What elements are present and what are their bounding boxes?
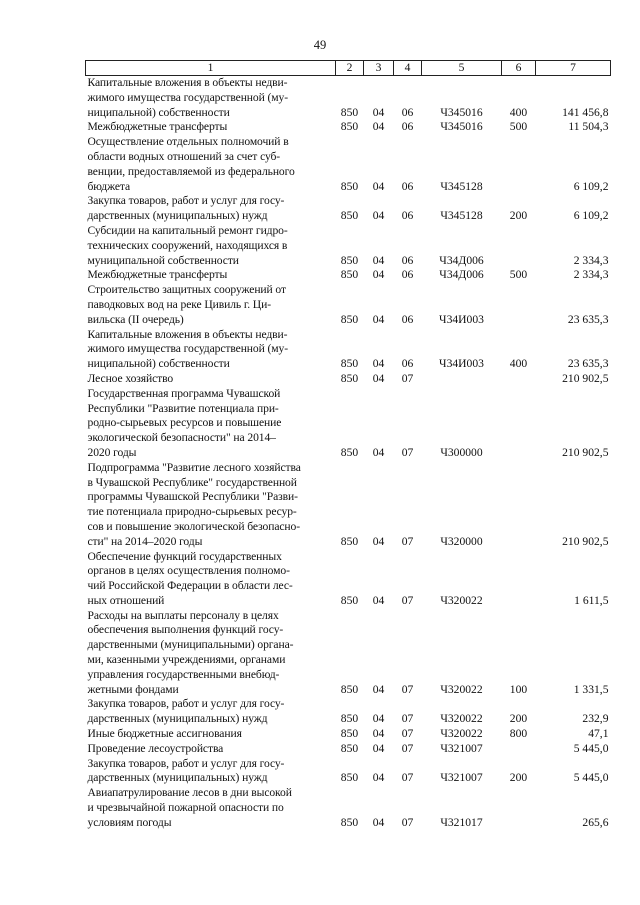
cell-name bbox=[86, 194, 336, 224]
cell-ministry: 850 bbox=[340, 253, 359, 267]
cell-target: Ч300000 bbox=[440, 445, 483, 459]
cell-name-line: ных отношений bbox=[87, 593, 165, 607]
cell-amount: 23 635,3 bbox=[567, 312, 609, 326]
cell-name-line: сов и повышение экологической безопасно- bbox=[87, 519, 300, 533]
cell-target: Ч320022 bbox=[440, 727, 483, 741]
cell-subsection: 06 bbox=[401, 253, 414, 267]
cell-kind: 400 bbox=[509, 357, 528, 371]
table-row bbox=[86, 194, 611, 224]
cell-target: Ч321007 bbox=[440, 771, 483, 785]
cell-ministry: 850 bbox=[340, 371, 359, 385]
cell-name-line: в Чувашской Республике" государственной bbox=[87, 475, 297, 489]
table-header-row bbox=[86, 61, 611, 76]
cell-amount: 5 445,0 bbox=[573, 771, 609, 785]
cell-name bbox=[86, 135, 336, 194]
table-row bbox=[86, 76, 611, 121]
cell-name-line: Межбюджетные трансферты bbox=[87, 268, 228, 282]
table-row bbox=[86, 135, 611, 194]
cell-name-line: Республики "Развитие потенциала при- bbox=[87, 401, 279, 415]
cell-ministry: 850 bbox=[340, 312, 359, 326]
cell-section: 04 bbox=[372, 682, 385, 696]
cell-name-line: экологической безопасности" на 2014– bbox=[87, 431, 276, 445]
cell-ministry: 850 bbox=[340, 105, 359, 119]
cell-target: Ч320022 bbox=[440, 682, 483, 696]
cell-name bbox=[86, 697, 336, 727]
cell-subsection: 07 bbox=[401, 727, 414, 741]
cell-name-line: сти" на 2014–2020 годы bbox=[87, 534, 203, 548]
cell-name-line: жимого имущества государственной (му- bbox=[87, 342, 288, 356]
cell-ministry: 850 bbox=[340, 771, 359, 785]
cell-amount: 23 635,3 bbox=[567, 357, 609, 371]
cell-target: Ч320022 bbox=[440, 712, 483, 726]
cell-target: Ч34И003 bbox=[439, 357, 484, 371]
cell-name-line: органов в целях осуществления полномо- bbox=[87, 564, 290, 578]
cell-section: 04 bbox=[372, 445, 385, 459]
table-row bbox=[86, 268, 611, 283]
cell-amount: 1 331,5 bbox=[573, 682, 609, 696]
cell-ministry: 850 bbox=[340, 445, 359, 459]
cell-section: 04 bbox=[372, 727, 385, 741]
header-target: 5 bbox=[422, 61, 502, 76]
table-row bbox=[86, 328, 611, 372]
cell-name bbox=[86, 742, 336, 757]
cell-ministry: 850 bbox=[340, 179, 359, 193]
header-kind: 6 bbox=[502, 61, 536, 76]
cell-target bbox=[422, 372, 502, 387]
cell-section: 04 bbox=[372, 712, 385, 726]
cell-name-line: Капитальные вложения в объекты недви- bbox=[87, 327, 288, 341]
cell-amount: 210 902,5 bbox=[562, 371, 609, 385]
cell-subsection: 06 bbox=[401, 357, 414, 371]
cell-target: Ч321017 bbox=[440, 815, 483, 829]
budget-table bbox=[85, 60, 611, 831]
cell-kind: 200 bbox=[509, 771, 528, 785]
cell-target: Ч321007 bbox=[440, 741, 483, 755]
cell-name-line: управления государственными внебюд- bbox=[87, 667, 280, 681]
cell-name-line: Обеспечение функций государственных bbox=[87, 549, 282, 563]
cell-name-line: Расходы на выплаты персоналу в целях bbox=[87, 608, 279, 622]
cell-subsection: 06 bbox=[401, 105, 414, 119]
cell-name-line: ниципальной) собственности bbox=[87, 105, 230, 119]
cell-section: 04 bbox=[372, 312, 385, 326]
cell-kind bbox=[502, 786, 536, 830]
cell-name-line: ниципальной) собственности bbox=[87, 357, 230, 371]
cell-name-line: Строительство защитных сооружений от bbox=[87, 283, 286, 297]
cell-name-line: программы Чувашской Республики "Разви- bbox=[87, 490, 298, 504]
cell-subsection: 07 bbox=[401, 371, 414, 385]
cell-amount: 47,1 bbox=[588, 727, 609, 741]
cell-subsection: 07 bbox=[401, 712, 414, 726]
cell-name-line: тие потенциала природно-сырьевых ресур- bbox=[87, 505, 297, 519]
cell-kind: 400 bbox=[509, 105, 528, 119]
cell-name-line: дарственными (муниципальными) органа- bbox=[87, 638, 294, 652]
cell-subsection: 07 bbox=[401, 445, 414, 459]
cell-name-line: 2020 годы bbox=[87, 445, 137, 459]
table-row bbox=[86, 727, 611, 742]
cell-name bbox=[86, 224, 336, 268]
table-row bbox=[86, 742, 611, 757]
cell-name-line: Иные бюджетные ассигнования bbox=[87, 727, 242, 741]
cell-name-line: Осуществление отдельных полномочий в bbox=[87, 135, 289, 149]
cell-name-line: Лесное хозяйство bbox=[87, 371, 174, 385]
cell-section: 04 bbox=[372, 120, 385, 134]
cell-ministry: 850 bbox=[340, 815, 359, 829]
cell-kind: 500 bbox=[509, 120, 528, 134]
cell-section: 04 bbox=[372, 815, 385, 829]
cell-target: Ч345128 bbox=[440, 179, 483, 193]
cell-amount: 141 456,8 bbox=[562, 105, 609, 119]
cell-kind: 200 bbox=[509, 712, 528, 726]
cell-name-line: жимого имущества государственной (му- bbox=[87, 90, 288, 104]
cell-ministry: 850 bbox=[340, 209, 359, 223]
header-section: 3 bbox=[364, 61, 394, 76]
cell-name-line: венции, предоставляемой из федерального bbox=[87, 164, 295, 178]
cell-name bbox=[86, 372, 336, 387]
cell-subsection: 06 bbox=[401, 268, 414, 282]
cell-subsection: 06 bbox=[401, 120, 414, 134]
cell-name bbox=[86, 786, 336, 830]
cell-name-line: Капитальные вложения в объекты недви- bbox=[87, 76, 288, 89]
cell-target: Ч345128 bbox=[440, 209, 483, 223]
cell-name bbox=[86, 328, 336, 372]
cell-kind bbox=[502, 461, 536, 550]
cell-kind bbox=[502, 742, 536, 757]
cell-amount: 232,9 bbox=[582, 712, 609, 726]
cell-name-line: дарственных (муниципальных) нужд bbox=[87, 209, 268, 223]
cell-section: 04 bbox=[372, 771, 385, 785]
cell-amount: 210 902,5 bbox=[562, 534, 609, 548]
cell-name bbox=[86, 609, 336, 698]
cell-section: 04 bbox=[372, 371, 385, 385]
cell-name bbox=[86, 76, 336, 121]
cell-kind: 200 bbox=[509, 209, 528, 223]
cell-kind bbox=[502, 372, 536, 387]
cell-section: 04 bbox=[372, 105, 385, 119]
table-row bbox=[86, 283, 611, 327]
cell-target: Ч34И003 bbox=[439, 312, 484, 326]
cell-target: Ч345016 bbox=[440, 105, 483, 119]
cell-ministry: 850 bbox=[340, 741, 359, 755]
cell-name-line: Проведение лесоустройства bbox=[87, 741, 224, 755]
cell-name-line: вильска (II очередь) bbox=[87, 312, 184, 326]
cell-subsection: 06 bbox=[401, 312, 414, 326]
cell-amount: 210 902,5 bbox=[562, 445, 609, 459]
cell-name bbox=[86, 283, 336, 327]
cell-name bbox=[86, 120, 336, 135]
cell-name-line: муниципальной собственности bbox=[87, 253, 239, 267]
cell-section: 04 bbox=[372, 357, 385, 371]
header-name: 1 bbox=[86, 61, 336, 76]
cell-subsection: 06 bbox=[401, 179, 414, 193]
cell-name-line: Субсидии на капитальный ремонт гидро- bbox=[87, 223, 288, 237]
table-row bbox=[86, 120, 611, 135]
cell-name-line: обеспечения выполнения функций госу- bbox=[87, 623, 284, 637]
cell-name bbox=[86, 727, 336, 742]
cell-subsection: 07 bbox=[401, 593, 414, 607]
cell-name-line: Закупка товаров, работ и услуг для госу- bbox=[87, 697, 285, 711]
cell-name-line: условиям погоды bbox=[87, 815, 172, 829]
cell-name bbox=[86, 757, 336, 787]
table-row bbox=[86, 757, 611, 787]
cell-section: 04 bbox=[372, 593, 385, 607]
cell-target: Ч320022 bbox=[440, 593, 483, 607]
cell-section: 04 bbox=[372, 534, 385, 548]
cell-name-line: Подпрограмма "Развитие лесного хозяйства bbox=[87, 460, 301, 474]
cell-name bbox=[86, 461, 336, 550]
cell-name bbox=[86, 387, 336, 461]
cell-name-line: технических сооружений, находящихся в bbox=[87, 238, 288, 252]
cell-name-line: Авиапатрулирование лесов в дни высокой bbox=[87, 786, 292, 800]
table-row bbox=[86, 697, 611, 727]
cell-amount: 2 334,3 bbox=[573, 268, 609, 282]
cell-ministry: 850 bbox=[340, 727, 359, 741]
cell-section: 04 bbox=[372, 268, 385, 282]
table-row bbox=[86, 372, 611, 387]
table-row bbox=[86, 609, 611, 698]
cell-amount: 6 109,2 bbox=[573, 209, 609, 223]
cell-subsection: 06 bbox=[401, 209, 414, 223]
cell-amount: 11 504,3 bbox=[568, 120, 609, 134]
cell-kind bbox=[502, 135, 536, 194]
cell-ministry: 850 bbox=[340, 357, 359, 371]
cell-kind: 800 bbox=[509, 727, 528, 741]
cell-amount: 6 109,2 bbox=[573, 179, 609, 193]
cell-name-line: Межбюджетные трансферты bbox=[87, 120, 228, 134]
cell-name-line: дарственных (муниципальных) нужд bbox=[87, 771, 268, 785]
cell-subsection: 07 bbox=[401, 741, 414, 755]
cell-name-line: ми, казенными учреждениями, органами bbox=[87, 653, 286, 667]
cell-name-line: Государственная программа Чувашской bbox=[87, 386, 281, 400]
table-body bbox=[86, 76, 611, 831]
cell-section: 04 bbox=[372, 179, 385, 193]
cell-kind bbox=[502, 550, 536, 609]
cell-amount: 5 445,0 bbox=[573, 741, 609, 755]
cell-ministry: 850 bbox=[340, 712, 359, 726]
cell-name bbox=[86, 550, 336, 609]
cell-target: Ч345016 bbox=[440, 120, 483, 134]
table-row bbox=[86, 461, 611, 550]
cell-name-line: Закупка товаров, работ и услуг для госу- bbox=[87, 194, 285, 208]
cell-name-line: чий Российской Федерации в области лес- bbox=[87, 579, 293, 593]
header-ministry: 2 bbox=[336, 61, 364, 76]
cell-kind bbox=[502, 387, 536, 461]
table-row bbox=[86, 224, 611, 268]
cell-ministry: 850 bbox=[340, 682, 359, 696]
cell-target: Ч320000 bbox=[440, 534, 483, 548]
cell-amount: 265,6 bbox=[582, 815, 609, 829]
cell-subsection: 07 bbox=[401, 682, 414, 696]
cell-name-line: паводковых вод на реке Цивиль г. Ци- bbox=[87, 297, 271, 311]
cell-name bbox=[86, 268, 336, 283]
cell-target: Ч34Д006 bbox=[439, 268, 484, 282]
cell-name-line: жетными фондами bbox=[87, 682, 179, 696]
cell-amount: 1 611,5 bbox=[574, 593, 609, 607]
header-amount: 7 bbox=[536, 61, 611, 76]
cell-section: 04 bbox=[372, 741, 385, 755]
cell-kind bbox=[502, 224, 536, 268]
header-subsection: 4 bbox=[394, 61, 422, 76]
table-row bbox=[86, 786, 611, 830]
table-row bbox=[86, 550, 611, 609]
cell-ministry: 850 bbox=[340, 593, 359, 607]
cell-subsection: 07 bbox=[401, 815, 414, 829]
table-row bbox=[86, 387, 611, 461]
cell-kind: 100 bbox=[509, 682, 528, 696]
cell-section: 04 bbox=[372, 253, 385, 267]
cell-ministry: 850 bbox=[340, 268, 359, 282]
cell-name-line: дарственных (муниципальных) нужд bbox=[87, 712, 268, 726]
cell-name-line: области водных отношений за счет суб- bbox=[87, 149, 281, 163]
cell-amount: 2 334,3 bbox=[573, 253, 609, 267]
cell-name-line: и чрезвычайной пожарной опасности по bbox=[87, 801, 284, 815]
cell-name-line: бюджета bbox=[87, 179, 131, 193]
cell-section: 04 bbox=[372, 209, 385, 223]
cell-ministry: 850 bbox=[340, 534, 359, 548]
cell-name-line: родно-сырьевых ресурсов и повышение bbox=[87, 416, 282, 430]
cell-subsection: 07 bbox=[401, 771, 414, 785]
cell-target: Ч34Д006 bbox=[439, 253, 484, 267]
cell-name-line: Закупка товаров, работ и услуг для госу- bbox=[87, 756, 285, 770]
cell-kind bbox=[502, 283, 536, 327]
cell-ministry: 850 bbox=[340, 120, 359, 134]
page-number: 49 bbox=[313, 38, 327, 52]
cell-subsection: 07 bbox=[401, 534, 414, 548]
cell-kind: 500 bbox=[509, 268, 528, 282]
